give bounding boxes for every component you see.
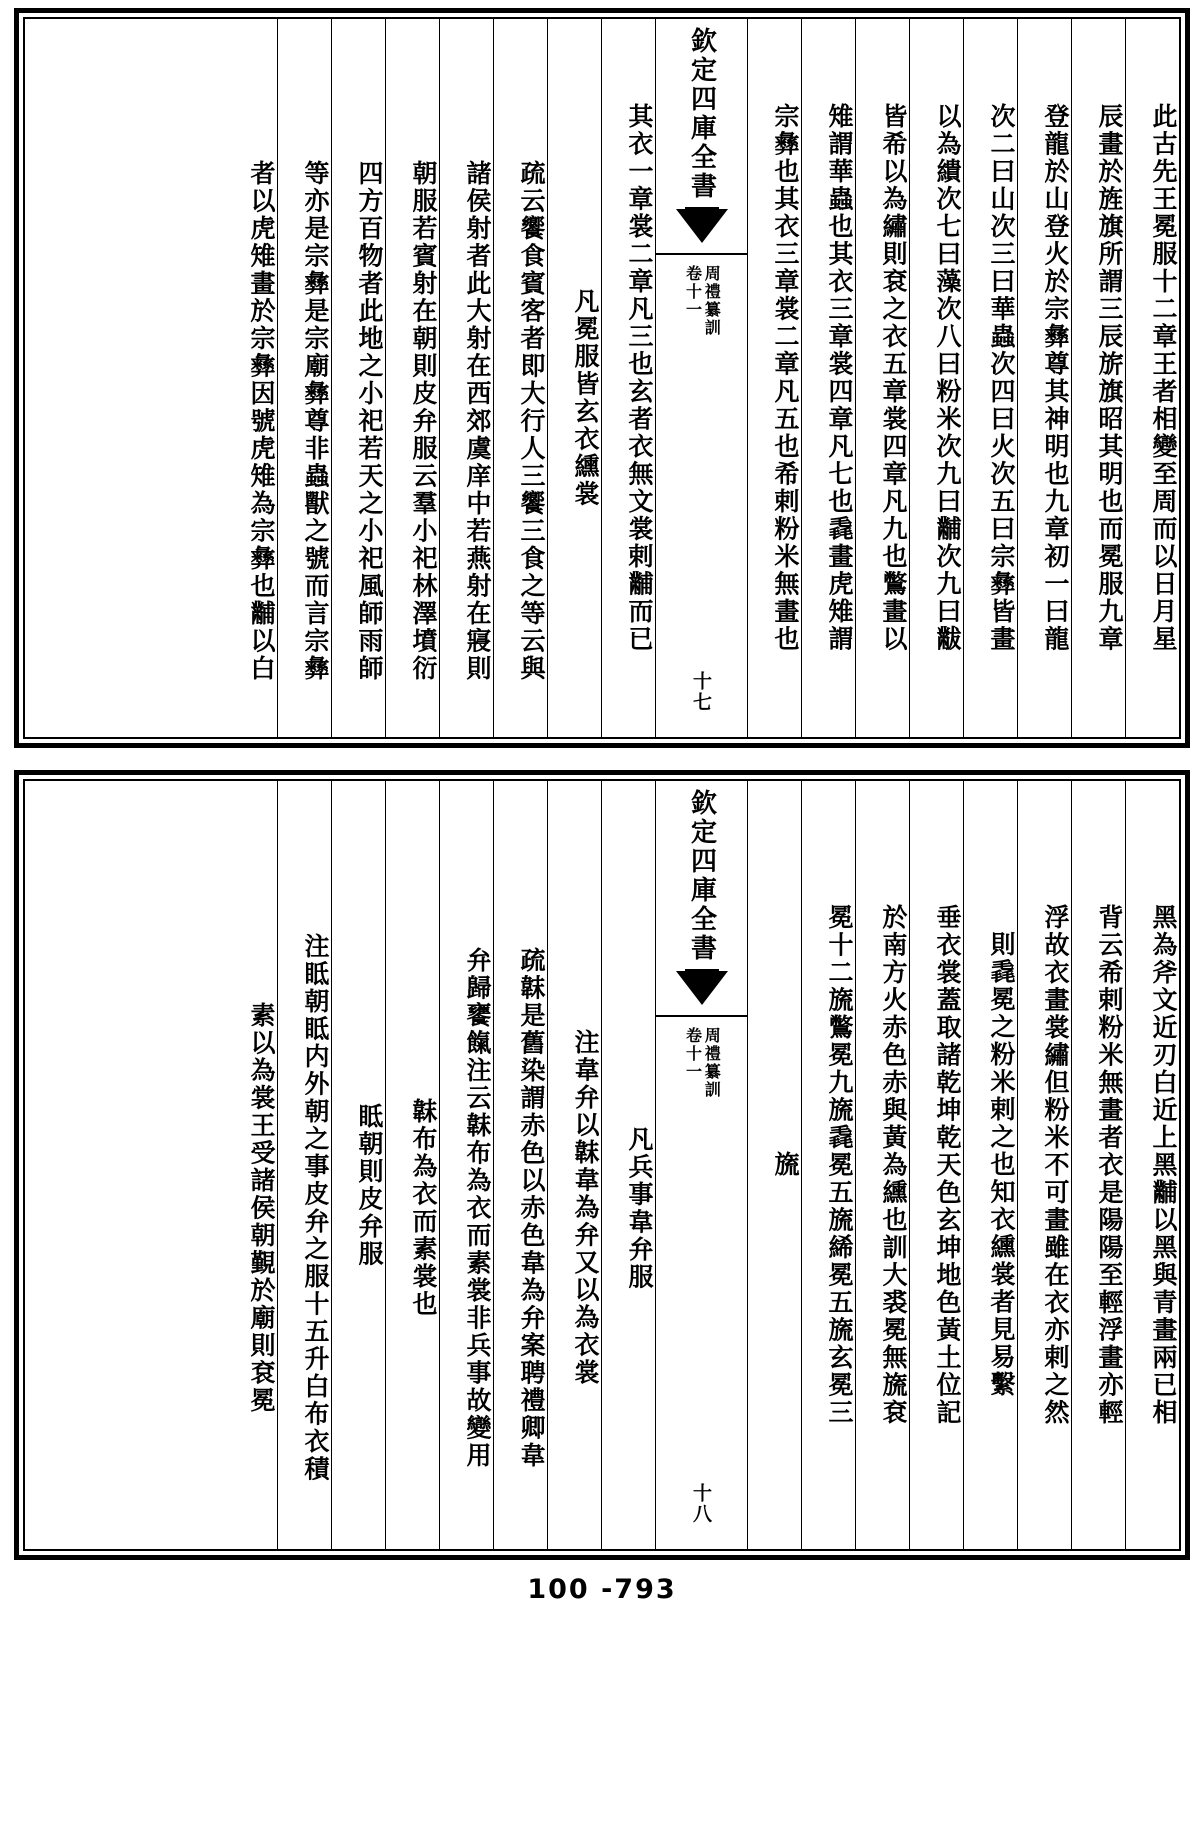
text-column: 四方百物者此地之小祀若天之小祀風師雨師 <box>331 19 385 737</box>
banxin-spine-top <box>655 19 747 737</box>
spine-middle <box>656 255 747 671</box>
woodblock-inner-top <box>23 17 1181 739</box>
text-column: 凡兵事韋弁服 <box>601 781 655 1549</box>
fishtail-icon <box>656 971 747 1017</box>
spine-page-number: 十七 <box>690 671 712 713</box>
text-column: 宗彝也其衣三章裳二章凡五也希剌粉米無畫也 <box>747 19 801 737</box>
text-column: 垂衣裳蓋取諸乾坤乾天色玄坤地色黃土位記 <box>909 781 963 1549</box>
spine-subtitle: 周禮纂訓 <box>702 265 722 337</box>
woodblock-page-bottom <box>14 770 1190 1560</box>
woodblock-page-top <box>14 8 1190 748</box>
text-column: 諸侯射者此大射在西郊虞庠中若燕射在寢則 <box>439 19 493 737</box>
text-column: 次二曰山次三曰華蟲次四曰火次五曰宗彝皆畫 <box>963 19 1017 737</box>
text-column: 雉謂華蟲也其衣三章裳四章凡七也毳畫虎雉謂 <box>801 19 855 737</box>
spine-bottom <box>688 1483 715 1549</box>
text-column: 黑為斧文近刃白近上黑黼以黑與青畫兩已相 <box>1125 781 1179 1549</box>
spine-title: 欽定四庫全書 <box>685 787 719 971</box>
text-column: 注眡朝眡内外朝之事皮弁之服十五升白布衣積 <box>277 781 331 1549</box>
text-column: 皆希以為繡則袞之衣五章裳四章凡九也鷩畫以 <box>855 19 909 737</box>
banxin-spine-bottom <box>655 781 747 1549</box>
spine-page-number: 十八 <box>690 1483 712 1525</box>
text-column: 韎布為衣而素裳也 <box>385 781 439 1549</box>
text-column: 辰畫於旌旗所謂三辰旂旗昭其明也而冕服九章 <box>1071 19 1125 737</box>
spine-subtitle: 周禮纂訓 <box>702 1027 722 1099</box>
spine-title: 欽定四庫全書 <box>685 25 719 209</box>
text-column: 則毳冕之粉米剌之也知衣纁裳者見易繫 <box>963 781 1017 1549</box>
spine-middle <box>656 1017 747 1483</box>
text-column: 朝服若賓射在朝則皮弁服云羣小祀林澤墳衍 <box>385 19 439 737</box>
page-footer-number: 100 -793 <box>527 1574 677 1605</box>
text-column: 旒 <box>747 781 801 1549</box>
spine-volume: 卷十一 <box>683 1027 703 1081</box>
text-column: 其衣一章裳二章凡三也玄者衣無文裳剌黼而已 <box>601 19 655 737</box>
text-column: 注韋弁以韎韋為弁又以為衣裳 <box>547 781 601 1549</box>
text-column: 冕十二旒鷩冕九旒毳冕五旒絺冕五旒玄冕三 <box>801 781 855 1549</box>
text-column: 疏云饗食賓客者即大行人三饗三食之等云與 <box>493 19 547 737</box>
text-column: 此古先王冕服十二章王者相變至周而以日月星 <box>1125 19 1179 737</box>
text-column: 疏韎是舊染謂赤色以赤色韋為弁案聘禮卿韋 <box>493 781 547 1549</box>
spine-bottom <box>688 671 715 737</box>
text-column: 以為繢次七曰藻次八曰粉米次九曰黼次九曰黻 <box>909 19 963 737</box>
woodblock-inner-bottom <box>23 779 1181 1551</box>
text-column: 於南方火赤色赤與黃為纁也訓大裘冕無旒袞 <box>855 781 909 1549</box>
text-column: 凡冕服皆玄衣纁裳 <box>547 19 601 737</box>
text-column: 者以虎雉畫於宗彝因號虎雉為宗彝也黼以白 <box>247 159 276 683</box>
text-column: 弁歸饔餼注云韎布為衣而素裳非兵事故變用 <box>439 781 493 1549</box>
spine-volume: 卷十一 <box>683 265 703 319</box>
fishtail-icon <box>656 209 747 255</box>
text-column: 浮故衣畫裳繡但粉米不可畫雖在衣亦剌之然 <box>1017 781 1071 1549</box>
text-column: 眡朝則皮弁服 <box>331 781 385 1549</box>
text-column: 等亦是宗彝是宗廟彝尊非蟲獸之號而言宗彝 <box>277 19 331 737</box>
text-column: 素以為裳王受諸侯朝覲於廟則袞冕 <box>247 1001 276 1415</box>
text-column: 登龍於山登火於宗彝尊其神明也九章初一曰龍 <box>1017 19 1071 737</box>
text-column: 背云希剌粉米無畫者衣是陽陽至輕浮畫亦輕 <box>1071 781 1125 1549</box>
